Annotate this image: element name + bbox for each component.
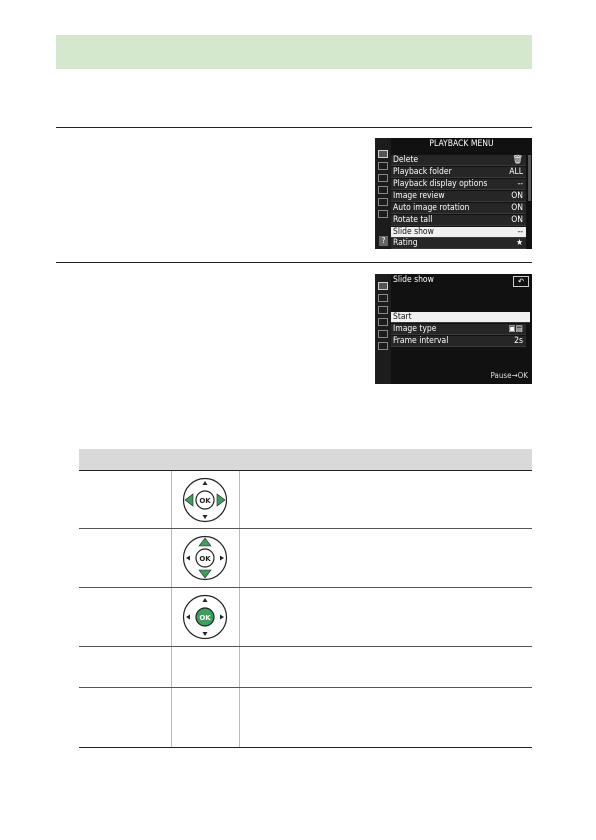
menu-item-playback-folder[interactable] [391, 167, 526, 178]
menu-item-delete[interactable] [391, 155, 526, 166]
svg-text:OK: OK [199, 614, 211, 622]
table-cell [239, 529, 532, 588]
table-cell [171, 647, 239, 688]
menu-item-playback-display-options[interactable] [391, 179, 526, 190]
pause-hint: Pause→OK [490, 371, 528, 380]
menu-item-label: Image type [393, 324, 437, 334]
slide-show-screen [375, 274, 532, 384]
table-row [79, 688, 532, 748]
menu-item-label: Rotate tall [393, 215, 433, 225]
table-cell [171, 471, 239, 529]
table-cell [79, 529, 171, 588]
retouch-tab-icon [378, 330, 388, 338]
my-menu-tab-icon[interactable] [378, 210, 388, 218]
menu-sidebar [375, 274, 391, 384]
wrench-tab-icon[interactable] [378, 186, 388, 194]
step-2-divider [56, 262, 532, 263]
svg-text:OK: OK [199, 496, 211, 505]
menu-item-rotate-tall[interactable] [391, 215, 526, 226]
table-cell [239, 588, 532, 647]
menu-item-label: Frame interval [393, 336, 449, 346]
table-cell [171, 529, 239, 588]
menu-item-rating[interactable] [391, 238, 526, 249]
table-cell [79, 647, 171, 688]
menu-item-value: ALL [509, 167, 523, 177]
menu-item-value: -- [517, 227, 523, 237]
menu-item-value: ON [511, 203, 523, 213]
table-cell [171, 588, 239, 647]
menu-item-start[interactable] [391, 312, 530, 323]
multi-selector-ok-icon [182, 594, 228, 640]
menu-item-slide-show[interactable] [391, 227, 526, 238]
table-cell [79, 588, 171, 647]
table-cell [239, 471, 532, 529]
menu-item-label: Playback folder [393, 167, 452, 177]
menu-sidebar [375, 138, 391, 249]
wrench-tab-icon [378, 318, 388, 326]
table-row [79, 588, 532, 647]
table-header-cell [171, 449, 239, 471]
menu-item-label: Delete [393, 155, 419, 165]
camera-tab-icon [378, 294, 388, 302]
actions-table [79, 449, 532, 748]
table-row [79, 529, 532, 588]
table-row [79, 471, 532, 529]
menu-item-value: ON [511, 215, 523, 225]
menu-title: PLAYBACK MENU [429, 139, 494, 149]
trash-icon: 🗑 [512, 155, 523, 165]
menu-item-label: Auto image rotation [393, 203, 470, 213]
multi-selector-up-down-icon [182, 535, 228, 581]
multi-selector-left-right-icon [182, 477, 228, 523]
playback-menu-screen [375, 138, 532, 249]
step-1-divider [56, 127, 532, 128]
table-cell [171, 688, 239, 748]
section-header-band [56, 35, 532, 69]
menu-item-label: Image review [393, 191, 445, 201]
table-cell [239, 688, 532, 748]
my-menu-tab-icon [378, 342, 388, 350]
playback-tab-icon[interactable] [378, 150, 388, 158]
menu-item-value: 2s [514, 336, 523, 346]
menu-item-label: Playback display options [393, 179, 488, 189]
menu-item-label: Rating [393, 238, 418, 248]
image-type-icon: ▣▤ [508, 324, 523, 334]
menu-item-frame-interval[interactable] [391, 336, 526, 347]
table-cell [239, 647, 532, 688]
menu-item-value: -- [517, 179, 523, 189]
help-icon[interactable]: ? [379, 236, 388, 246]
camera-tab-icon[interactable] [378, 162, 388, 170]
star-icon: ★ [516, 238, 523, 248]
menu-item-value: ON [511, 191, 523, 201]
retouch-tab-icon[interactable] [378, 198, 388, 206]
playback-tab-icon [378, 282, 388, 290]
table-header-cell [79, 449, 171, 471]
menu-item-label: Slide show [393, 227, 434, 237]
table-header-cell [239, 449, 532, 471]
menu-item-label: Start [393, 312, 412, 322]
table-cell [79, 688, 171, 748]
table-header-row [79, 449, 532, 471]
pencil-tab-icon [378, 306, 388, 314]
menu-scrollbar[interactable] [528, 155, 531, 201]
menu-item-image-review[interactable] [391, 191, 526, 202]
table-cell [79, 471, 171, 529]
svg-text:OK: OK [199, 555, 211, 563]
screen-title: Slide show [393, 275, 434, 285]
menu-item-auto-image-rotation[interactable] [391, 203, 526, 214]
table-row [79, 647, 532, 688]
pencil-tab-icon[interactable] [378, 174, 388, 182]
menu-item-image-type[interactable] [391, 324, 526, 335]
back-icon[interactable]: ↶ [513, 276, 529, 287]
